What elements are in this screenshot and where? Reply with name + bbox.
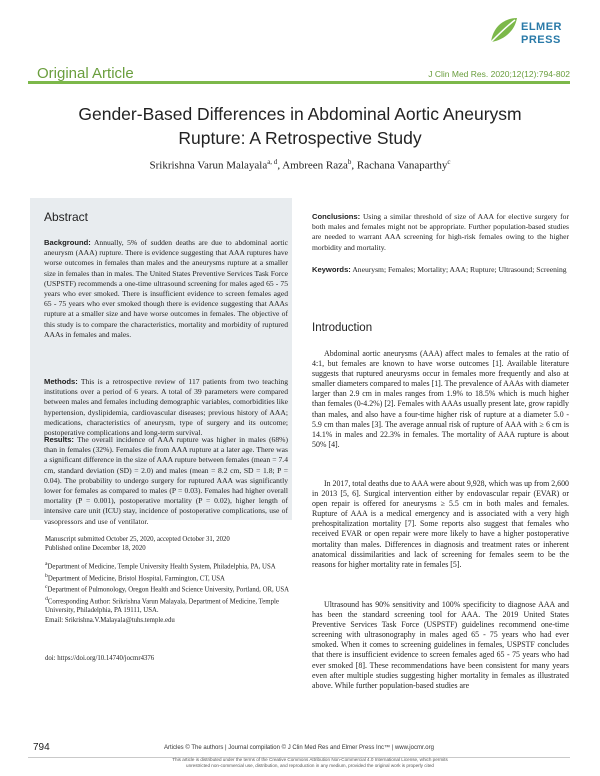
abstract-conclusions bbox=[312, 212, 569, 253]
conclusions-text: Using a similar threshold of size of AAA for elective surgery for both males and females might not be appropriate. Further population-based studies are needed to warrant AAA screening for high-risk females owing to the higher morbidity and mortality. bbox=[312, 212, 569, 252]
leaf-logo-icon bbox=[487, 14, 519, 46]
background-label: Background: bbox=[44, 238, 91, 247]
license-line-1: This article is distributed under the terms of the Creative Commons Attribution Non-Commercial 4.0 International License, which permits bbox=[172, 757, 448, 762]
author-separator: , bbox=[351, 159, 357, 172]
introduction-paragraph-3: Ultrasound has 90% sensitivity and 100% specificity to diagnose AAA and has been the standard screening tool for AAA. The 2019 United States Preventive Services Task Force (USPSTF) guidelines recommend one-time screening with ultrasonography in males aged 65 - 75 years who had ever smoked. When it comes to screening guidelines in females, USPSTF concludes that there is insufficient evidence to screen females aged 65 - 75 years who had ever smoked [8]. These recommendations have been consistent for many years even after multiple studies suggesting higher mortality in females as illustrated above. While further population-based studies are bbox=[312, 600, 569, 690]
introduction-paragraph-1: Abdominal aortic aneurysms (AAA) affect males to females at the ratio of 4:1, but females are known to have worse outcomes [1]. Available literature suggests that ruptured aneurysms occur in females more frequently and also at smaller diameters compared to males [1]. The prevalence of AAAs with diameter larger than 2.9 cm in males ranges from 1.9% to 18.5% which is much higher than females (0-4.2%) [2]. Females with AAAs usually present late, grow rapidly than males, and also have a four-time higher risk of rupture at a diameter 5.0 - 5.9 cm than males [3]. The average annual risk of rupture of AAA with ≥ 6 cm is 14.1% in males and 22.3% in females. The mortality of AAA rupture is about 50% [4]. bbox=[312, 349, 569, 449]
keywords-label: Keywords: bbox=[312, 265, 351, 274]
corresponding-email[interactable]: Email: Srikrishna.V.Malayala@tuhs.temple.edu bbox=[45, 616, 175, 624]
footer-copyright: Articles © The authors | Journal compilation © J Clin Med Res and Elmer Press Inc™ | www.jocmr.org bbox=[164, 745, 434, 751]
title-line-1: Gender-Based Differences in Abdominal Aortic Aneurysm bbox=[78, 104, 522, 124]
logo-text-line2: PRESS bbox=[521, 34, 561, 46]
elmer-press-logo bbox=[487, 14, 597, 58]
abstract-background bbox=[44, 238, 288, 340]
section-type: Original Article bbox=[37, 65, 134, 82]
author-name: Rachana Vanaparthy bbox=[356, 159, 448, 172]
keywords-text: Aneurysm; Females; Mortality; AAA; Rupture; Ultrasound; Screening bbox=[352, 265, 567, 274]
author-name: Srikrishna Varun Malayala bbox=[149, 159, 268, 172]
author-affiliation-mark: b bbox=[347, 158, 352, 166]
page-number: 794 bbox=[33, 742, 50, 753]
author-separator: , bbox=[277, 159, 283, 172]
affiliation-a: $^a$Department of Medicine, Temple University Health System, Philadelphia, PA, USA bbox=[45, 561, 276, 571]
results-text: The overall incidence of AAA rupture was higher in males (68%) than in females (32%). Females die from AAA rupture at a later age. There was a significant difference in the size of AAA rupture between females (mean = 7.4 cm, standard deviation (SD) = 2.0) and males (mean = 8.2 cm, SD = 1.8; P = 0.04). The probability to undergo surgery for ruptured AAA was significantly lower for females as compared to males (P = 0.03). Females had higher overall mortality (P = 0.001), postoperative mortality (P = 0.02), higher length of intensive care unit (ICU) stay, incidence of postoperative complications, use of vasopressors and use of ventilator. bbox=[44, 435, 288, 526]
submitted-date: Manuscript submitted October 25, 2020, accepted October 31, 2020 bbox=[45, 536, 230, 543]
title-line-2: Rupture: A Retrospective Study bbox=[178, 128, 422, 148]
author-affiliation-mark: a, d bbox=[267, 158, 278, 166]
doi-link[interactable]: doi: https://doi.org/10.14740/jocmr4376 bbox=[45, 655, 155, 662]
manuscript-dates bbox=[45, 535, 290, 554]
abstract-heading: Abstract bbox=[44, 210, 89, 224]
methods-label: Methods: bbox=[44, 377, 78, 386]
introduction-heading: Introduction bbox=[312, 322, 373, 334]
affiliation-d: $^d$Corresponding Author: Srikrishna Varun Malayala, Department of Medicine, Temple University, Philadelphia, PA 19111, USA. bbox=[45, 595, 279, 615]
background-text: Annually, 5% of sudden deaths are due to abdominal aortic aneurysm (AAA) rupture. There is evidence suggesting that AAA ruptures have worse outcomes in females than males and the aneurysms rupture at a smaller size in females than in males. The United States Preventive Services Task Force (USPSTF) recommends a one-time ultrasound screening for males aged 65 - 75 years who ever smoked. There is insufficient evidence to screen females aged 65 - 75 years who ever smoked though there is evidence suggesting that AAAs rupture at a smaller size and have worse outcomes in females. The objective of this study is to compare the characteristics, mortality and morbidity of ruptured AAAs in females and males. bbox=[44, 238, 288, 339]
author-list bbox=[40, 158, 560, 172]
conclusions-label: Conclusions: bbox=[312, 212, 361, 221]
logo-text-line1: ELMER bbox=[521, 21, 562, 33]
affiliations bbox=[45, 560, 290, 625]
article-title bbox=[40, 102, 560, 150]
results-label: Results: bbox=[44, 435, 74, 444]
affiliation-c: $^c$Department of Pulmonology, Oregon Health and Science University, Portland, OR, USA bbox=[45, 584, 290, 594]
affiliation-b: $^b$Department of Medicine, Bristol Hospital, Farmington, CT, USA bbox=[45, 572, 225, 582]
abstract-methods bbox=[44, 377, 288, 438]
methods-text: This is a retrospective review of 117 patients from two teaching institutions over a period of 6 years. A total of 39 parameters were compared between males and females including demographic variables, comorbidities like hypertension, dyslipidemia, cardiovascular diseases; previous history of AAA; medications, characteristics of aneurysm, type of surgery and its outcome; postoperative complications and long-term survival. bbox=[44, 377, 288, 438]
article-header-bar bbox=[28, 62, 570, 84]
abstract-results bbox=[44, 435, 288, 527]
introduction-paragraph-2: In 2017, total deaths due to AAA were about 9,928, which was up from 2,600 in 2013 [5, 6]. Surgical intervention either by endovascular repair (EVAR) or open repair is offered for aneurysms ≥ 5.5 cm in both males and females. Rupture of AAA is a medical emergency and is associated with a very high prehospitalization mortality [7]. Some reports also suggest that females who received EVAR or open repair were more likely to have a higher postoperative mortality than males. Differences in diagnosis and treatment rates or inherent anatomical dissimilarities and lack of screening for females seem to be the reasons for higher mortality rate in females [5]. bbox=[312, 479, 570, 569]
journal-citation: J Clin Med Res. 2020;12(12):794-802 bbox=[428, 69, 570, 79]
footer-license bbox=[100, 757, 520, 769]
abstract-keywords bbox=[312, 265, 569, 275]
published-date: Published online December 18, 2020 bbox=[45, 545, 146, 553]
license-line-2: unrestricted non-commercial use, distribution, and reproduction in any medium, provided the original work is properly cited bbox=[186, 763, 434, 768]
author-affiliation-mark: c bbox=[447, 158, 451, 166]
author-name: Ambreen Raza bbox=[282, 159, 348, 172]
